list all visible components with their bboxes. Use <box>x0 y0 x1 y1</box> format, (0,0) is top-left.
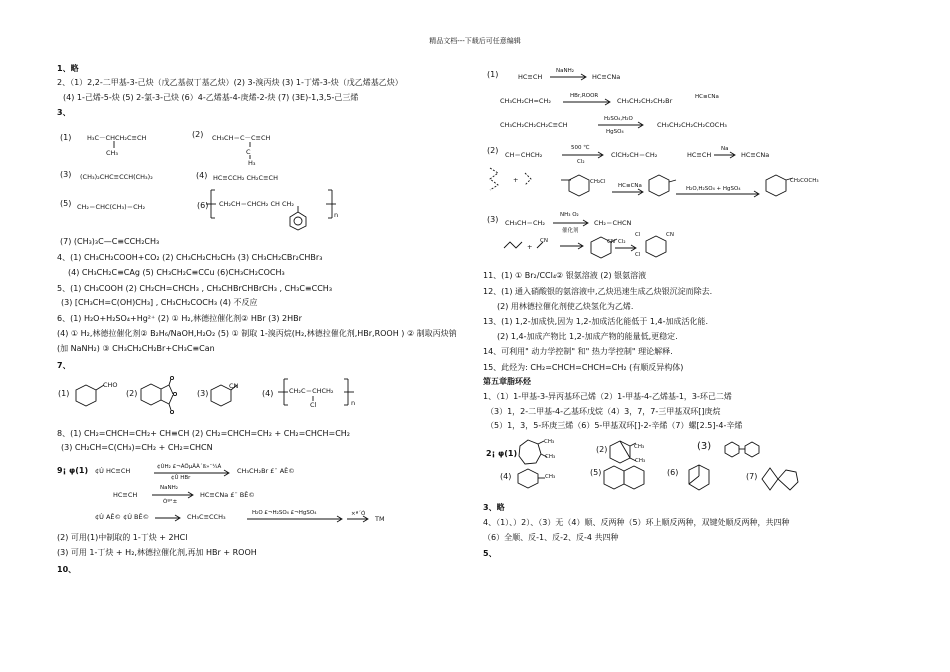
r4-acetylene: HC≡CH <box>687 151 712 159</box>
c2-label-6: (6) <box>667 468 679 477</box>
c2-me-4: CH₃ <box>545 474 556 480</box>
q3-formula-3: (CH₃)₂CHC≡CCH(CH₃)₂ <box>80 173 153 181</box>
q6-line2: (4) ① H₂,林德拉催化剂② B₂H₆/NaOH,H₂O₂ (5) ① 制取 1-溴丙烷(H₂,林德拉催化剂,HBr,ROOH ) ② 制取丙炔钠 <box>57 329 457 338</box>
q5-line1: 5、(1) CH₃COOH (2) CH₂CH=CHCH₃ , CH₃CHBrCHBrCH₃ , CH₃C≡CCH₃ <box>57 284 333 293</box>
q3-label-3: (3) <box>60 170 72 179</box>
q7-structure-2 <box>141 376 183 416</box>
c4-line2: （6）全顺、反-1、反-2、反-4 共四种 <box>483 533 619 542</box>
q4-line1: 4、(1) CH₃CH₂COOH+CO₂ (2) CH₃CH₂CH₂CH₃ (3) CH₃CH₂CBr₂CHBr₃ <box>57 253 323 262</box>
q3-formula-2: CH₃CH＝C－C≡CH <box>212 134 271 142</box>
r5-ring2 <box>648 172 678 200</box>
q7-n-4: n <box>351 399 356 407</box>
q6-line1: 6、(1) H₂O+H₂SO₄+Hg²⁺ (2) ① H₂,林德拉催化剂② HBr (3) 2HBr <box>57 314 302 323</box>
r4-na: Na <box>721 146 729 152</box>
q6-line3: (加 NaNH₂) ③ CH₃CH₂CH₂Br+CH₃C≡Can <box>57 344 215 353</box>
c2-label: 2¡ φ(1) <box>486 449 518 458</box>
r3-product: CH₃CH₂CH₂CH₂COCH₃ <box>657 121 727 129</box>
q11: 11、(1) ① Br₂/CCl₄② 银氨溶液 (2) 银氨溶液 <box>483 271 647 280</box>
q13-line2: (2) 1,4-加成产物比 1,2-加成产物的能量低,更稳定. <box>497 332 678 341</box>
q3-label-1: (1) <box>60 133 72 142</box>
q13-line1: 13、(1) 1,2-加成快,因为 1,2-加成活化能低于 1,4-加成活化能. <box>483 317 709 326</box>
r5-reagent: HC≡CNa <box>618 183 642 189</box>
q9-r2-start: HC≡CH <box>113 491 138 499</box>
c2-struct-7 <box>760 464 804 494</box>
r2-product: CH₃CH₂CH₂CH₂Br <box>617 97 673 105</box>
c2-me3: CH₃ <box>634 444 645 450</box>
q9-r3-arrow3 <box>347 516 372 522</box>
r7-cn3: CN <box>666 232 674 238</box>
q7-label-2: (2) <box>126 389 138 398</box>
q4-line2: (4) CH₃CH₂C≡CAg (5) CH₃CH₂C≡CCu (6)CH₃CH₂COCH₃ <box>68 268 285 277</box>
r5-dienophile <box>523 167 553 193</box>
q3-label-6: (6) <box>197 201 209 210</box>
q9-r1-reagent2: ¢Û HBr <box>171 475 191 481</box>
r3-reagent: H₂SO₄,H₂O <box>604 116 633 122</box>
r6-start: CH₃CH＝CH₂ <box>505 219 545 227</box>
q9-r3-product: TM <box>375 515 385 523</box>
r2-reagent: HBr,ROOR <box>570 93 599 99</box>
r1-product: HC≡CNa <box>592 73 621 81</box>
q5-line2: (3) [CH₃CH=C(OH)CH₃] , CH₃CH₂COCH₃ (4) 不反应 <box>61 298 258 307</box>
q3-label-5: (5) <box>60 199 72 208</box>
r4-product: ClCH₂CH＝CH₂ <box>611 151 658 159</box>
c1-line3: （5）1，3，5-环庚三烯（6）5-甲基双环[]-2-辛烯（7）螺[2.5]-4-辛烯 <box>486 421 743 430</box>
r5-diene <box>486 165 519 193</box>
c2-label-7: (7) <box>746 472 758 481</box>
r7-cl-b: Cl <box>635 252 641 258</box>
c2-me1: CH₃ <box>544 439 555 445</box>
c2-struct-5 <box>604 462 648 496</box>
q3-formula-1: H₃C－CHCH₂C≡CH <box>87 134 147 142</box>
q15: 15、此烃为: CH₂=CHCH=CHCH=CH₂ (有顺反异构体) <box>483 363 684 372</box>
r4-reagent2: Cl₂ <box>577 159 585 165</box>
c1-line1: 1、（1）1-甲基-3-异丙基环己烯（2）1-甲基-4-乙烯基-1，3-环己二烯 <box>483 392 732 401</box>
q2-line2: (4) 1-己烯-5-炔 (5) 2-氯-3-己炔 (6）4-乙烯基-4-庚烯-2-炔 (7) (3E)-1,3,5-己三烯 <box>63 93 359 102</box>
q3-formula-6: CH₂CH＝CHCH₂ CH CH₂ <box>219 200 295 208</box>
c3: 3、略 <box>483 503 505 512</box>
q7-cho: CHO <box>103 381 118 389</box>
q3-n-6: n <box>334 211 339 219</box>
r6-reagent2: 催化剂 <box>562 228 579 234</box>
c5: 5、 <box>483 549 497 558</box>
q3-7: (7) (CH₃)₃C—C≡CCH₂CH₃ <box>60 237 160 246</box>
c2-label-3: (3) <box>697 441 712 452</box>
q7-label-3: (3) <box>197 389 209 398</box>
r7-diene <box>504 238 524 252</box>
r4-arrow2 <box>714 152 739 158</box>
q2-line1: 2、（1）2,2-二甲基-3-己炔（戊乙基叔丁基乙炔）(2) 3-溴丙炔 (3) 1-丁烯-3-炔（戊乙烯基乙炔） <box>57 78 403 87</box>
c2-label-5: (5) <box>590 468 602 477</box>
r4-start: CH＝CHCH₂ <box>505 151 543 159</box>
c2-label-2: (2) <box>596 445 608 454</box>
r3-reagent2: HgSO₄ <box>606 129 624 135</box>
q7-label-1: (1) <box>58 389 70 398</box>
q9-r1-start: ¢Ú HC≡CH <box>95 467 131 475</box>
q3-label-4: (4) <box>196 171 208 180</box>
q9-r3-reagent: H₂O £¬H₂SO₄ £¬HgSO₄ <box>252 510 317 516</box>
r7-cn1: CN <box>540 238 548 244</box>
r4-product2: HC≡CNa <box>741 151 770 159</box>
q7-formula-4: CH₂C＝CHCH₂ <box>289 387 334 395</box>
r-label-1: (1) <box>487 70 499 79</box>
q3-sub-2a: C <box>246 148 251 156</box>
r5-reagent2: H₂O,H₂SO₄ + HgSO₄ <box>686 186 741 192</box>
c2-struct-6 <box>683 462 717 498</box>
c2-struct-3 <box>724 440 768 460</box>
r5-ch2cl: CH₂Cl <box>590 179 606 185</box>
r1-reagent: NaNH₂ <box>556 68 574 74</box>
q9-r1-arrow <box>154 470 234 476</box>
q9-r3-start: ¢Ù AÊ© ¢Ú BÊ© <box>95 513 150 521</box>
q9-r1-product: CH₃CH₂Br £¨ AÊ© <box>237 467 295 475</box>
r6-product: CH₂＝CHCN <box>594 219 632 227</box>
r-label-3: (3) <box>487 215 499 224</box>
q8-line1: 8、(1) CH₂=CHCH=CH₂+ CH≡CH (2) CH₂=CHCH=CH₂ + CH₂=CHCH=CH₂ <box>57 429 351 438</box>
q9-r1-reagent: ¢ÚH₂ £¬ÁÖµÂÀ´ß»¯¼Á <box>157 464 222 470</box>
q9-part3: (3) 可用 1-丁炔 + H₂,林德拉催化剂,再加 HBr + ROOH <box>57 548 257 557</box>
r7-cl-a: Cl <box>635 232 641 238</box>
q12-line2: (2) 用林德拉催化剂使乙炔氢化为乙烯. <box>497 302 634 311</box>
c2-me4: CH₃ <box>635 458 646 464</box>
q7-cn: CN <box>229 382 239 390</box>
q9-r3-arrow1 <box>155 515 185 521</box>
r4-reagent: 500 ℃ <box>571 145 590 151</box>
r2-start: CH₃CH₂CH=CH₂ <box>500 97 551 105</box>
q12-line1: 12、(1) 通入硝酸银的氨溶液中,乙炔迅速生成乙炔银沉淀而除去. <box>483 287 713 296</box>
q9-r3-mid: CH₃C≡CCH₃ <box>187 513 226 521</box>
r7-cn2: CN <box>607 239 615 245</box>
c2-me2: CH₃ <box>545 454 556 460</box>
r5-plus: + <box>513 176 519 184</box>
r2-reagent2: HC≡CNa <box>695 94 719 100</box>
q7-cl-4: Cl <box>310 401 317 409</box>
q9-part2: (2) 可用(1)中制取的 1-丁炔 + 2HCl <box>57 533 188 542</box>
r7-cl2: Cl₂ <box>618 239 626 245</box>
c4-line1: 4、（1）、）2）、（3）无（4）顺、反两种（5）环上顺反两种，双键处顺反两种，共四种 <box>483 518 790 527</box>
q9-r2-product: HC≡CNa £¨ BÊ© <box>200 491 255 499</box>
r1-start: HC≡CH <box>518 73 543 81</box>
q9-r3-mark: ×ª´Ó <box>351 511 366 517</box>
q7-label-4: (4) <box>262 389 274 398</box>
c2-label-4: (4) <box>500 472 512 481</box>
q9-r3-arrow2 <box>247 516 347 522</box>
q9-r2-reagent2: Òº°± <box>163 499 178 505</box>
q3-formula-5: CH₂＝CHC(CH₃)＝CH₂ <box>77 203 146 211</box>
r7-plus: + <box>527 243 533 251</box>
q14: 14、可利用" 动力学控制" 和" 热力学控制" 理论解释. <box>483 347 673 356</box>
r6-reagent: NH₃ O₂ <box>560 212 579 218</box>
q9-label: 9¡ φ(1) <box>57 466 89 475</box>
q1: 1、略 <box>57 64 79 73</box>
q3-sub-1: CH₃ <box>106 149 119 157</box>
r5-product: CH₂COCH₃ <box>790 178 819 184</box>
c1-line2: （3）1，2-二甲基-4-乙基环戊烷（4）3，7，7-三甲基双环[]庚烷 <box>486 407 721 416</box>
q3-sub-2b: H₃ <box>248 159 256 167</box>
q7: 7、 <box>57 361 71 370</box>
r-label-2: (2) <box>487 146 499 155</box>
q3-formula-4: HC≡CCH₂ CH₂C≡CH <box>213 174 278 182</box>
q9-r2-reagent: NaNH₂ <box>160 485 178 491</box>
q8-line2: (3) CH₂CH=C(CH₃)=CH₂ + CH₂=CHCN <box>61 443 213 452</box>
q10: 10、 <box>57 565 77 574</box>
r7-arrow1 <box>560 243 588 249</box>
r1-arrow <box>550 74 590 80</box>
chapter-5-title: 第五章脂环烃 <box>483 377 531 386</box>
q3: 3、 <box>57 108 71 117</box>
r5-arrow1 <box>612 189 647 195</box>
page-header: 精品文档---下载后可任意编辑 <box>429 37 521 45</box>
q3-label-2: (2) <box>192 130 204 139</box>
r2-arrow <box>563 99 615 105</box>
r3-start: CH₃CH₂CH₂CH₂C≡CH <box>500 121 568 129</box>
r5-arrow2 <box>676 191 764 197</box>
